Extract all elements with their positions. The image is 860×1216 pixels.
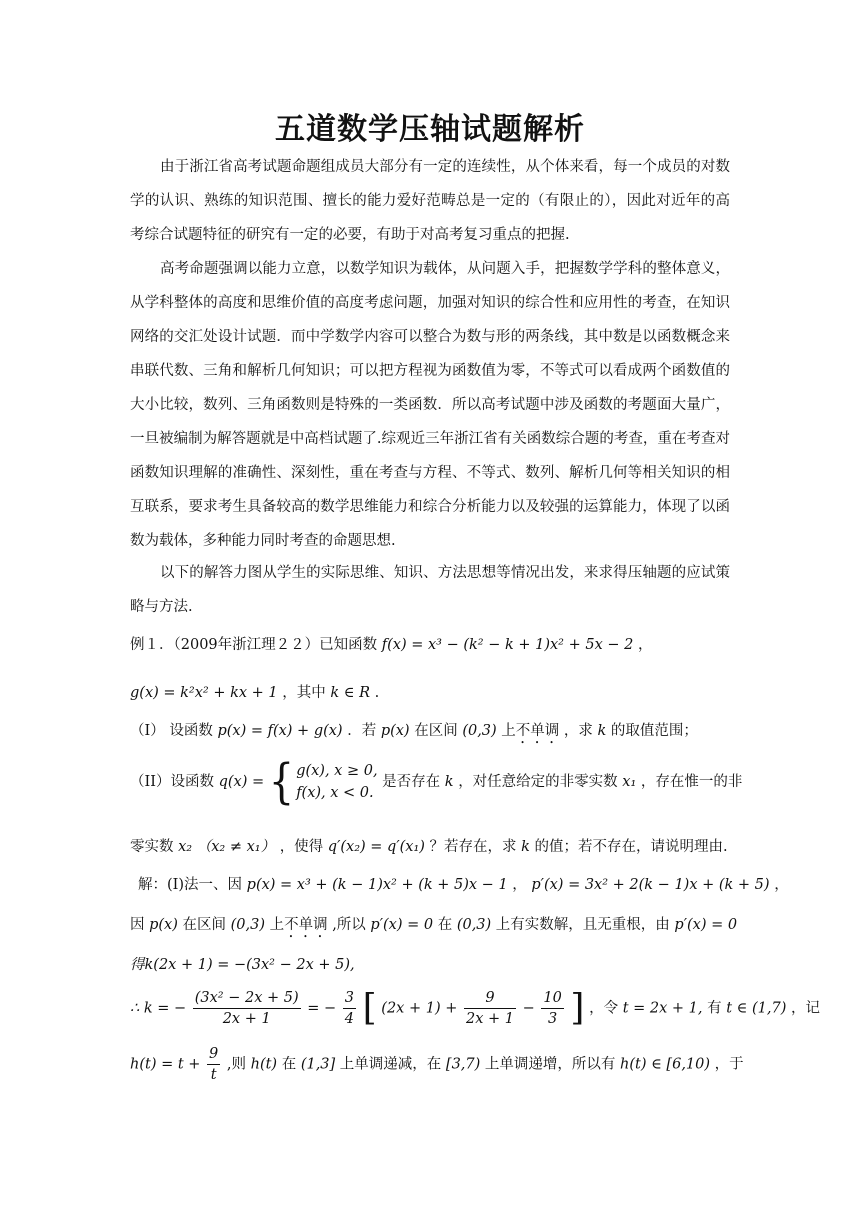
denominator: 2x + 1 <box>465 1011 514 1027</box>
case-1: g(x), x ≥ 0, <box>296 763 378 779</box>
example-1-g-line <box>130 682 735 704</box>
example-1-statement <box>130 634 735 656</box>
left-bracket: [ <box>362 987 377 1029</box>
math-expr: x₂ <box>178 839 193 855</box>
part-2-label: （II）设函数 <box>130 774 214 790</box>
punctuation: . <box>374 685 380 701</box>
math-expr: q′(x₂) = q′(x₁) <box>327 839 425 855</box>
text: ？若存在，求 <box>429 839 517 855</box>
text: ，求 <box>563 723 593 739</box>
brace-symbol: { <box>268 754 295 810</box>
emphasis-text: 不单调 <box>515 723 560 739</box>
emphasis-text: 不单调 <box>284 917 328 933</box>
text: 上 <box>269 917 285 933</box>
math-expr: t ∈ (1,7) <box>726 1000 787 1017</box>
math-expr: (1,3] <box>300 1056 336 1073</box>
text: 有 <box>707 1000 722 1017</box>
math-expr: p(x) <box>380 723 410 739</box>
text: 在区间 <box>414 723 458 739</box>
math-expr: (0,3) <box>456 917 492 933</box>
fraction <box>343 988 356 1029</box>
solution-label: 解：(Ⅰ)法一、因 <box>138 877 243 893</box>
numerator: (3x² − 2x + 5) <box>193 988 301 1009</box>
text: ， <box>774 877 789 893</box>
text: ，于 <box>714 1056 744 1073</box>
math-expr: [3,7) <box>445 1056 481 1073</box>
text: 的取值范围； <box>610 723 698 739</box>
math-expr: k <box>521 839 530 855</box>
punctuation: ， <box>637 637 653 653</box>
numerator: 9 <box>464 988 516 1009</box>
text: ，使得 <box>279 839 324 855</box>
math-expr: k <box>444 774 454 790</box>
intro-paragraph-1: 由于浙江省高考试题命题组成员大部分有一定的连续性，从个体来看，每一个成员的对数学的认识、熟练的知识范围、擅长的能力爱好范畴总是一定的（有限止的），因此对近年的高考综合试题特征的研究有一定的必要，有助于对高考复习重点的把握. <box>130 159 730 243</box>
math-expr: k <box>597 723 607 739</box>
fraction <box>541 988 563 1029</box>
text: ．若 <box>347 723 377 739</box>
text: 在区间 <box>182 917 226 933</box>
math-expr: (0,3) <box>230 917 265 933</box>
text: ,所以 <box>332 917 366 933</box>
text: 在 <box>281 1056 297 1073</box>
math-expr: p′(x) = 0 <box>370 917 434 933</box>
piecewise-cases <box>296 760 377 804</box>
text: 上单调递减，在 <box>339 1056 442 1073</box>
f-definition: f(x) = x³ − (k² − k + 1)x² + 5x − 2 <box>381 637 634 653</box>
denominator: 4 <box>344 1011 355 1027</box>
text: 零实数 <box>130 839 174 855</box>
math-expr: h(t) ∈ [6,10) <box>620 1056 711 1073</box>
text: 的值；若不存在，请说明理由. <box>534 839 728 855</box>
denominator: t <box>210 1067 217 1083</box>
denominator: 2x + 1 <box>222 1011 271 1027</box>
text: 在 <box>437 917 453 933</box>
part-1 <box>130 720 735 747</box>
math-expr: p′(x) = 3x² + 2(k − 1)x + (k + 5) <box>531 877 770 893</box>
math-expr: (2x + 1) + <box>381 1000 458 1017</box>
math-expr: ∴ k = − <box>130 1000 187 1017</box>
part-2 <box>130 754 743 810</box>
g-definition: g(x) = k²x² + kx + 1 <box>130 685 278 701</box>
solution-line-1 <box>138 874 789 896</box>
text: ， <box>512 877 527 893</box>
text: 上 <box>501 723 516 739</box>
text: ，令 <box>589 1000 619 1017</box>
right-bracket: ] <box>570 987 585 1029</box>
math-expr: t = 2x + 1, <box>622 1000 703 1017</box>
fraction <box>193 988 301 1029</box>
math-expr: p(x) = x³ + (k − 1)x² + (k + 5)x − 1 <box>246 877 508 893</box>
numerator: 3 <box>343 988 356 1009</box>
math-expr: = − <box>307 1000 337 1017</box>
math-expr: h(t) <box>250 1056 278 1073</box>
math-expr: x₁ <box>622 774 637 790</box>
text: 上有实数解，且无重根，由 <box>495 917 670 933</box>
intro-paragraph-2: 高考命题强调以能力立意，以数学知识为载体，从问题入手，把握数学学科的整体意义，从学科整体的高度和思维价值的高度考虑问题，加强对知识的综合性和应用性的考查，在知识网络的交汇处设计试题．而中学数学内容可以整合为数与形的两条线，其中数是以函数概念来串联代数、三角和解析几何知识；可以把方程视为函数值为零，不等式可以看成两个函数值的大小比较，数列、三角函数则是特殊的一类函数．所以高考试题中涉及函数的考题面大量广，一旦被编制为解答题就是中高档试题了.综观近三年浙江省有关函数综合题的考查，重在考查对函数知识理解的准确性、深刻性，重在考查与方程、不等式、数列、解析几何等相关知识的相互联系，要求考生具备较高的数学思维能力和综合分析能力以及较强的运算能力，体现了以函数为载体，多种能力同时考查的命题思想. <box>130 261 730 549</box>
part-1-label: （I） <box>130 723 165 739</box>
k-in-r: k ∈ R <box>330 685 371 701</box>
solution-line-5 <box>130 1044 744 1085</box>
intro-paragraph-3: 以下的解答力图从学生的实际思维、知识、方法思想等情况出发，来求得压轴题的应试策略与方法. <box>130 565 730 615</box>
text: ，对任意给定的非零实数 <box>458 774 618 790</box>
numerator: 9 <box>207 1044 220 1065</box>
text: ,则 <box>226 1056 246 1073</box>
math-expr: p′(x) = 0 <box>674 917 738 933</box>
math-expr: p(x) <box>149 917 178 933</box>
denominator: 3 <box>547 1011 558 1027</box>
text: 因 <box>130 917 145 933</box>
part-2-line-2 <box>130 836 735 858</box>
text: 是否存在 <box>382 774 441 790</box>
text: ，存在惟一的非 <box>640 774 743 790</box>
page-title: 五道数学压轴试题解析 <box>275 112 585 147</box>
text: 设函数 <box>169 723 213 739</box>
solution-line-2 <box>130 914 738 941</box>
math-expr: h(t) = t + <box>130 1056 201 1073</box>
math-expr: （x₂ ≠ x₁） <box>196 839 276 855</box>
solution-line-4 <box>130 987 820 1029</box>
text: 上单调递增，所以有 <box>484 1056 616 1073</box>
where-text: ，其中 <box>282 685 326 701</box>
solution-line-3 <box>130 954 735 976</box>
p-definition: p(x) = f(x) + g(x) <box>217 723 343 739</box>
example-1-lead: 例１．（2009年浙江理２２）已知函数 <box>130 637 378 653</box>
math-expr: (0,3) <box>462 723 497 739</box>
q-lhs: q(x) = <box>218 774 265 790</box>
math-expr: 得k(2x + 1) = −(3x² − 2x + 5), <box>130 957 355 973</box>
text: ，记 <box>790 1000 820 1017</box>
math-expr: − <box>522 1000 535 1017</box>
fraction <box>207 1044 220 1085</box>
fraction <box>464 988 516 1029</box>
case-2: f(x), x < 0. <box>296 785 374 801</box>
numerator: 10 <box>541 988 563 1009</box>
